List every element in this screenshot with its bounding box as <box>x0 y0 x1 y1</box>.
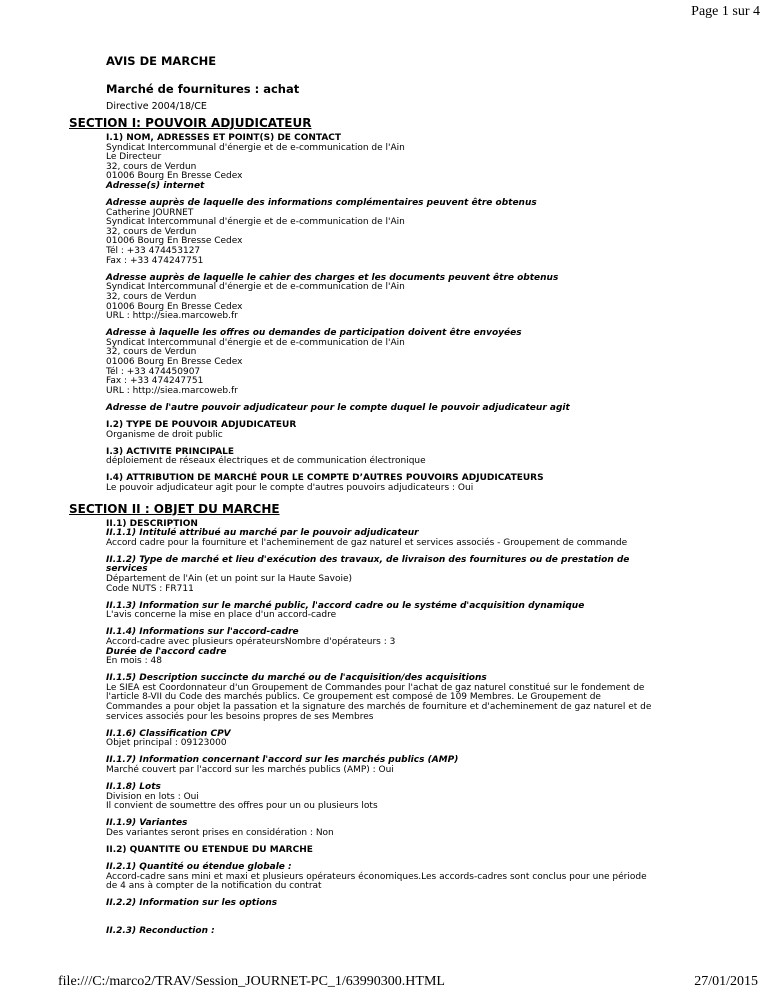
address-line: 32, cours de Verdun <box>106 161 197 172</box>
ii11-text: Accord cadre pour la fourniture et l'acheminement de gaz naturel et services associés - Groupement de commande <box>106 537 628 548</box>
ii14-text: Accord-cadre avec plusieurs opérateursNombre d'opérateurs : 3 <box>106 636 396 647</box>
info-heading: Adresse auprès de laquelle des informations complémentaires peuvent être obtenus <box>106 198 537 209</box>
ii15-line: services associés pour les besoins propres de ses Membres <box>106 711 374 722</box>
ii1-heading: II.1) DESCRIPTION <box>106 518 198 529</box>
ii18-line: Division en lots : Oui <box>106 791 199 802</box>
address-line: Syndicat Intercommunal d'énergie et de e-communication de l'Ain <box>106 217 405 228</box>
print-footer <box>58 974 758 990</box>
directive: Directive 2004/18/CE <box>106 101 207 112</box>
address-line: 01006 Bourg En Bresse Cedex <box>106 301 243 312</box>
ii18-line: Il convient de soumettre des offres pour un ou plusieurs lots <box>106 801 378 812</box>
ii17-block <box>106 756 706 775</box>
ii21-heading: II.2.1) Quantité ou étendue globale : <box>106 862 292 873</box>
print-date: 27/01/2015 <box>694 974 758 989</box>
ii18-heading: II.1.8) Lots <box>106 782 161 793</box>
i4-text: Le pouvoir adjudicateur agit pour le compte d'autres pouvoirs adjudicateurs : Oui <box>106 482 474 493</box>
section-2-title: SECTION II : OBJET DU MARCHE <box>69 501 280 516</box>
ii2-heading: II.2) QUANTITE OU ETENDUE DU MARCHE <box>106 845 313 856</box>
duree-text: En mois : 48 <box>106 656 162 667</box>
internet-heading: Adresse(s) internet <box>106 180 205 191</box>
ii12-text: Département de l'Ain (et un point sur la Haute Savoie) <box>106 573 353 584</box>
i4-block <box>106 474 706 493</box>
ii19-block <box>106 819 706 838</box>
address-line: Syndicat Intercommunal d'énergie et de e-communication de l'Ain <box>106 282 405 293</box>
url-line: URL : http://siea.marcoweb.fr <box>106 311 238 322</box>
i2-text: Organisme de droit public <box>106 429 223 440</box>
address-line: 32, cours de Verdun <box>106 347 197 358</box>
address-line: Syndicat Intercommunal d'énergie et de e-communication de l'Ain <box>106 142 405 153</box>
ii11-heading: II.1.1) Intitulé attribué au marché par le pouvoir adjudicateur <box>106 528 419 539</box>
info-address-block <box>106 199 706 266</box>
fax-line: Fax : +33 474247751 <box>106 255 204 266</box>
address-line: Le Directeur <box>106 152 162 163</box>
ii18-block <box>106 783 706 812</box>
offres-heading: Adresse à laquelle les offres ou demandes de participation doivent être envoyées <box>106 328 522 339</box>
contact-block <box>106 134 706 192</box>
ii15-line: Le SIEA est Coordonnateur d'un Groupement de Commandes pour l'achat de gaz naturel constitué sur le fondement de <box>106 682 645 693</box>
address-line: 01006 Bourg En Bresse Cedex <box>106 171 243 182</box>
url-line: URL : http://siea.marcoweb.fr <box>106 385 238 396</box>
i2-block <box>106 421 706 440</box>
ii12-heading: II.1.2) Type de marché et lieu d'exécution des travaux, de livraison des fournitures ou de prestation de <box>106 554 630 565</box>
address-line: Syndicat Intercommunal d'énergie et de e-communication de l'Ain <box>106 337 405 348</box>
i4-heading: I.4) ATTRIBUTION DE MARCHÉ POUR LE COMPTE D’AUTRES POUVOIRS ADJUDICATEURS <box>106 473 544 484</box>
i2-heading: I.2) TYPE DE POUVOIR ADJUDICATEUR <box>106 419 297 430</box>
ii13-text: L'avis concerne la mise en place d'un accord-cadre <box>106 610 337 621</box>
i3-text: déploiement de réseaux électriques et de communication électronique <box>106 456 426 467</box>
ii12-heading-cont: services <box>106 564 148 575</box>
ii13-heading: II.1.3) Information sur le marché public, l'accord cadre ou le systéme d'acquisition dynamique <box>106 600 585 611</box>
phone-line: Tél : +33 474450907 <box>106 366 201 377</box>
ii16-heading: II.1.6) Classification CPV <box>106 728 231 739</box>
document-body <box>0 54 768 944</box>
cahier-address-block <box>106 274 706 322</box>
ii19-heading: II.1.9) Variantes <box>106 818 188 829</box>
ii23-heading: II.2.3) Reconduction : <box>106 926 215 936</box>
ii12-block <box>106 556 706 594</box>
address-line: Catherine JOURNET <box>106 207 194 218</box>
phone-line: Tél : +33 474453127 <box>106 246 201 257</box>
i3-heading: I.3) ACTIVITE PRINCIPALE <box>106 446 235 457</box>
ii22-heading: II.2.2) Information sur les options <box>106 898 278 909</box>
ii21-block <box>106 863 706 892</box>
offres-address-block <box>106 329 706 396</box>
ii23-block <box>106 927 706 937</box>
i3-block <box>106 448 706 467</box>
cahier-heading: Adresse auprès de laquelle le cahier des charges et les documents peuvent être obtenus <box>106 272 559 283</box>
ii16-block <box>106 730 706 749</box>
ii13-block <box>106 602 706 621</box>
file-path: file:///C:/marco2/TRAV/Session_JOURNET-PC_1/63990300.HTML <box>58 974 445 989</box>
i1-heading: I.1) NOM, ADRESSES ET POINT(S) DE CONTACT <box>106 133 342 143</box>
ii16-text: Objet principal : 09123000 <box>106 738 227 749</box>
autre-pouvoir-block <box>106 404 706 414</box>
ii17-heading: II.1.7) Information concernant l'accord sur les marchés publics (AMP) <box>106 755 459 766</box>
ii12-nuts: Code NUTS : FR711 <box>106 583 194 594</box>
ii21-line: Accord-cadre sans mini et maxi et plusieurs opérateurs économiques.Les accords-cadres sont conclus pour une période <box>106 871 647 882</box>
notice-subtitle: Marché de fournitures : achat <box>106 82 300 96</box>
fax-line: Fax : +33 474247751 <box>106 376 204 387</box>
ii15-line: Commandes a pour objet la passation et la signature des marchés de fourniture et d'acheminement de gaz naturel et de <box>106 702 652 712</box>
notice-title: AVIS DE MARCHE <box>106 54 217 68</box>
ii15-line: l'article 8-VII du Code des marchés publics. Ce groupement est composé de 109 Membres. Le Groupement de <box>106 692 601 703</box>
ii2-block <box>106 846 706 856</box>
ii1-block <box>106 520 706 549</box>
ii15-block <box>106 674 706 722</box>
address-line: 01006 Bourg En Bresse Cedex <box>106 236 243 247</box>
address-line: 32, cours de Verdun <box>106 226 197 237</box>
ii14-block <box>106 628 706 666</box>
address-line: 32, cours de Verdun <box>106 291 197 302</box>
page-number: Page 1 sur 4 <box>691 4 760 19</box>
ii22-block <box>106 899 706 909</box>
duree-heading: Durée de l'accord cadre <box>106 646 227 657</box>
ii14-heading: II.1.4) Informations sur l'accord-cadre <box>106 627 299 638</box>
ii19-text: Des variantes seront prises en considération : Non <box>106 827 334 838</box>
ii17-text: Marché couvert par l'accord sur les marchés publics (AMP) : Oui <box>106 764 394 775</box>
ii21-line: de 4 ans à compter de la notification du contrat <box>106 881 322 892</box>
autre-heading: Adresse de l'autre pouvoir adjudicateur pour le compte duquel le pouvoir adjudicateur agit <box>106 402 570 413</box>
section-1-title: SECTION I: POUVOIR ADJUDICATEUR <box>69 116 312 130</box>
address-line: 01006 Bourg En Bresse Cedex <box>106 356 243 367</box>
ii15-heading: II.1.5) Description succincte du marché ou de l'acquisition/des acquisitions <box>106 673 487 684</box>
